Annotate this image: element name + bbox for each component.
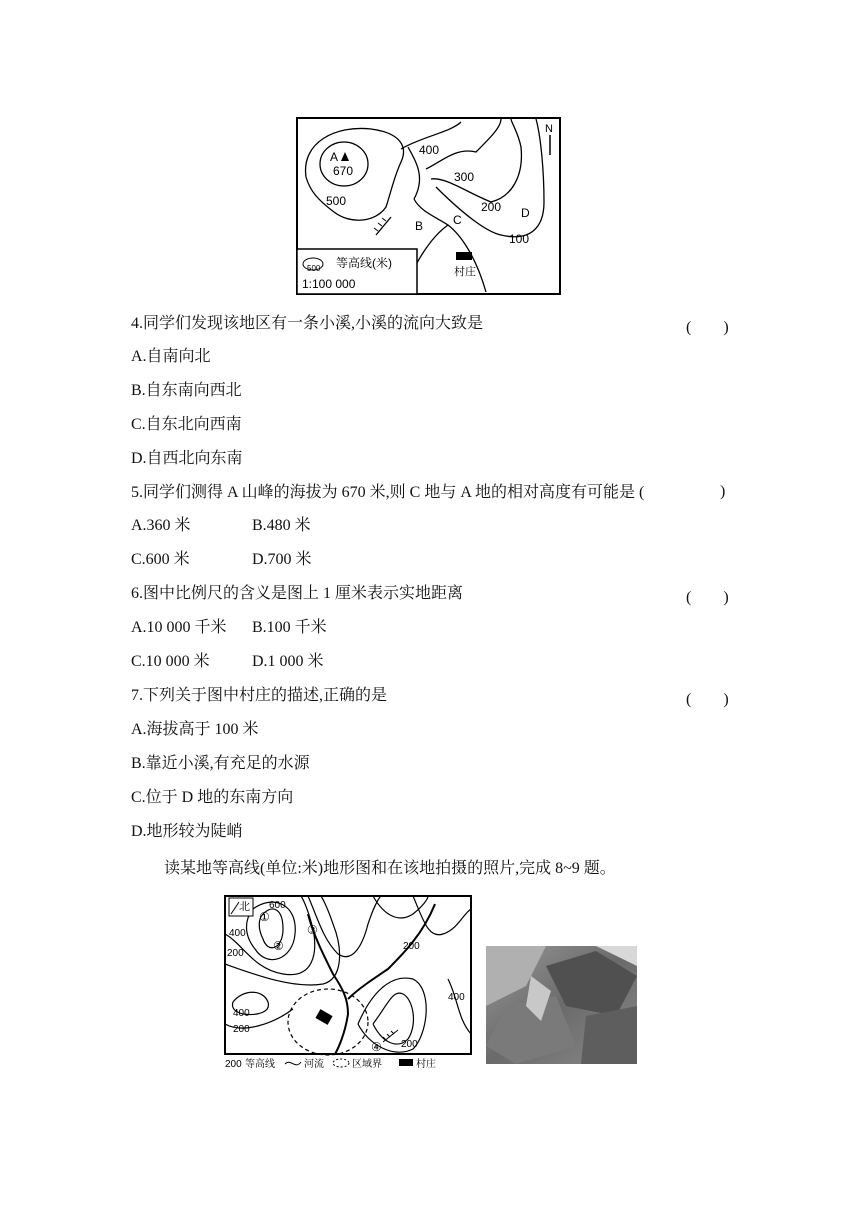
legend-boundary: 区域界 [352,1059,382,1070]
point-c: C [453,213,462,227]
q5-paren: ) [720,483,726,500]
contour-600: 600 [269,900,286,911]
q4-stem: 4.同学们发现该地区有一条小溪,小溪的流向大致是 [131,315,484,332]
contour-100: 100 [509,232,530,246]
point-b: B [415,219,424,233]
legend-contour-value: 200 [225,1059,242,1070]
contour-200-b: 200 [233,1024,250,1035]
peak-elevation: 670 [333,164,354,178]
q5-option-d: D.700 米 [252,551,312,568]
contour-400-b: 400 [233,1008,250,1019]
point-d: D [521,206,530,220]
q6-paren: ( ) [686,589,729,606]
contour-200-d: 200 [401,1039,418,1050]
north-label: 北 [239,901,250,913]
mark-4: ④ [371,1040,382,1054]
village-label: 村庄 [454,266,476,278]
q6-option-c: C.10 000 米 [131,653,210,670]
q7-option-a: A.海拔高于 100 米 [131,721,259,738]
scale-text: 1:100 000 [302,277,356,291]
peak-label: A [330,150,339,164]
contour-200-a: 200 [227,948,244,959]
q7-option-d: D.地形较为陡峭 [131,823,243,840]
q6-option-a: A.10 000 千米 [131,619,227,636]
q4-option-d: D.自西北向东南 [131,450,243,467]
contour-200-c: 200 [403,941,420,952]
q4-option-a: A.自南向北 [131,348,211,365]
mark-3: ③ [307,923,318,937]
contour-400-c: 400 [448,992,465,1003]
legend-value: 500 [307,264,321,273]
q4-option-c: C.自东北向西南 [131,416,242,433]
contour-400-a: 400 [229,928,246,939]
mark-2: ② [273,939,284,953]
mark-1: ① [259,910,270,924]
north-label: N [545,123,553,135]
q5-option-c: C.600 米 [131,551,190,568]
q6-option-b: B.100 千米 [252,619,327,636]
q7-option-c: C.位于 D 地的东南方向 [131,789,294,806]
contour-map-1 [296,117,561,295]
legend-village: 村庄 [416,1059,436,1070]
q4-paren: ( ) [686,319,729,336]
q7-paren: ( ) [686,691,729,708]
contour-400: 400 [419,143,440,157]
q5-option-b: B.480 米 [252,517,311,534]
q7-option-b: B.靠近小溪,有充足的水源 [131,755,310,772]
q5-option-a: A.360 米 [131,517,191,534]
legend-text: 等高线(米) [336,256,392,270]
legend-contour: 等高线 [245,1059,275,1070]
contour-map-2 [223,894,475,1070]
q6-option-d: D.1 000 米 [252,653,324,670]
village-marker [456,252,472,260]
q4-option-b: B.自东南向西北 [131,382,242,399]
legend-river: 河流 [304,1059,324,1070]
contour-300: 300 [454,170,475,184]
intro-text: 读某地等高线(单位:米)地形图和在该地拍摄的照片,完成 8~9 题。 [164,860,616,877]
q5-stem: 5.同学们测得 A 山峰的海拔为 670 米,则 C 地与 A 地的相对高度有可能是 ( [131,484,645,501]
landscape-photo [486,946,637,1064]
contour-200: 200 [481,200,502,214]
q6-stem: 6.图中比例尺的含义是图上 1 厘米表示实地距离 [131,585,464,602]
contour-500: 500 [326,194,347,208]
q7-stem: 7.下列关于图中村庄的描述,正确的是 [131,687,388,704]
